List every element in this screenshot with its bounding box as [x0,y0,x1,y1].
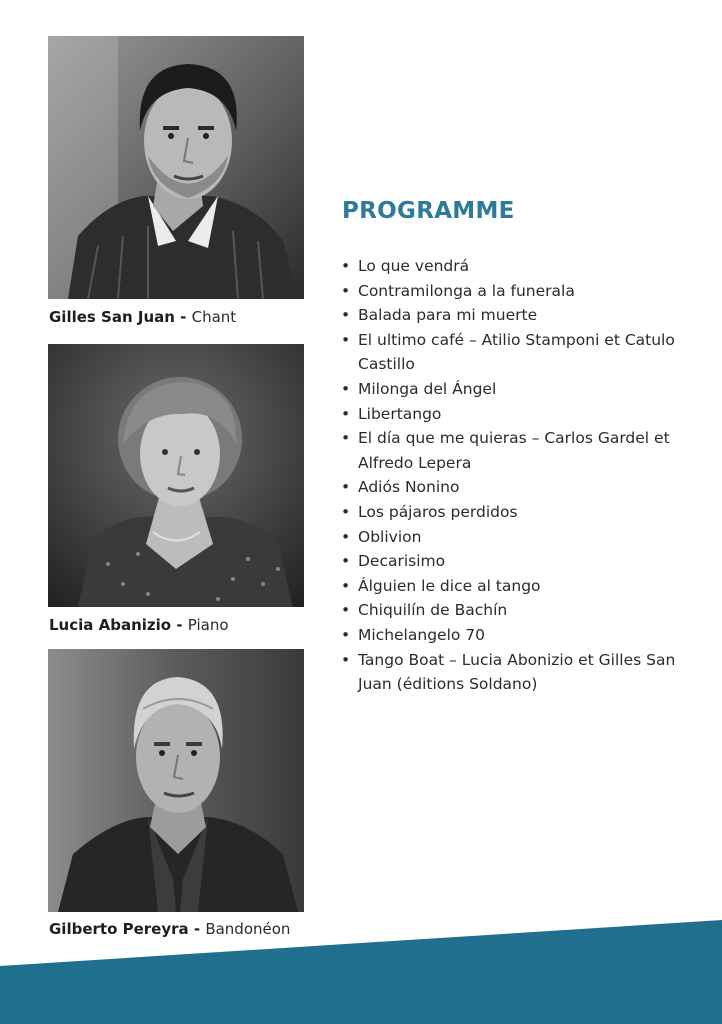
programme-item: • Milonga del Ángel [340,377,680,402]
performer-name: Gilles San Juan [49,308,175,326]
performer-role: Bandonéon [205,920,291,938]
programme-item: • El día que me quieras – Carlos Gardel et Alfredo Lepera [340,426,680,475]
programme-item: • Los pájaros perdidos [340,500,680,525]
bottom-wave-decoration [0,900,722,1024]
programme-item: • Decarisimo [340,549,680,574]
performer-role: Piano [187,616,229,634]
male-bandoneonist-portrait-icon [48,649,304,912]
photo-gilles-san-juan [48,36,304,299]
photo-gilberto-pereyra [48,649,304,912]
programme-title: PROGRAMME [342,198,515,224]
programme-item: • Balada para mi muerte [340,303,680,328]
male-singer-portrait-icon [48,36,304,299]
caption-separator: - [174,308,192,326]
performer-caption [49,308,236,326]
photo-lucia-abanizio [48,344,304,607]
programme-item: • El ultimo café – Atilio Stamponi et Catulo Castillo [340,328,680,377]
programme-item: • Adiós Nonino [340,475,680,500]
programme-item: • Tango Boat – Lucia Abonizio et Gilles San Juan (éditions Soldano) [340,648,680,697]
female-pianist-portrait-icon [48,344,304,607]
performer-caption [49,616,229,634]
programme-item: • Chiquilín de Bachín [340,598,680,623]
programme-item: • Michelangelo 70 [340,623,680,648]
programme-item: • Álguien le dice al tango [340,574,680,599]
performer-role: Chant [191,308,237,326]
performer-name: Lucia Abanizio [49,616,172,634]
programme-item: • Contramilonga a la funerala [340,279,680,304]
programme-item: • Libertango [340,402,680,427]
caption-separator: - [188,920,206,938]
performer-name: Gilberto Pereyra [49,920,189,938]
programme-list [340,254,680,697]
caption-separator: - [171,616,188,634]
programme-item: • Lo que vendrá [340,254,680,279]
programme-item: • Oblivion [340,525,680,550]
